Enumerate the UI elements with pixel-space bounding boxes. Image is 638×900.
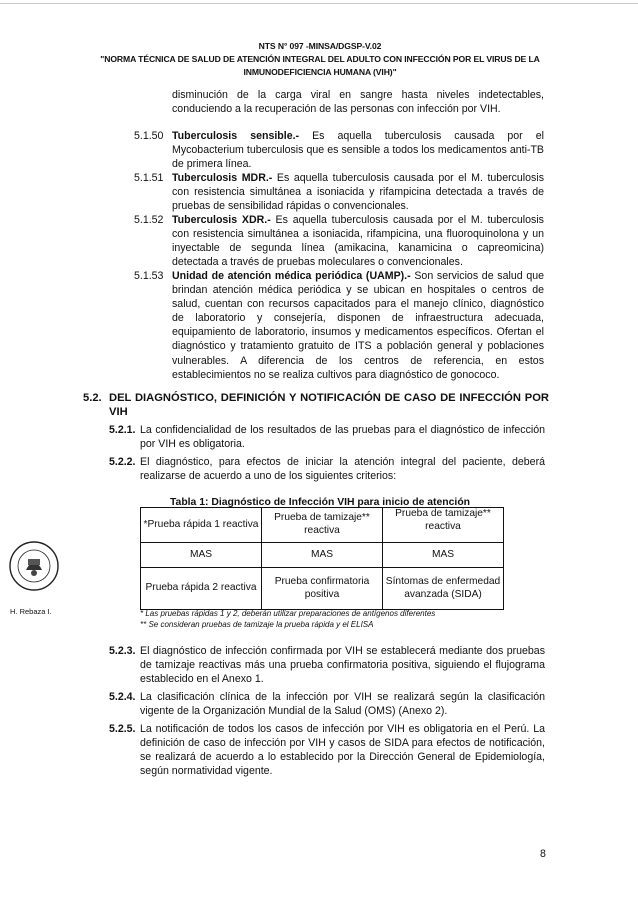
def-term: Tuberculosis sensible.- [172, 130, 300, 142]
def-number: 5.1.50 [134, 130, 164, 142]
table-cell: *Prueba rápida 1 reactiva [141, 508, 262, 543]
item-number-text: 5.2.3. [109, 645, 136, 657]
signature-name: H. Rebaza I. [10, 607, 52, 616]
section-title-line2: VIH [109, 406, 128, 418]
ministry-stamp-icon [8, 540, 60, 592]
table-cell: Prueba de tamizaje** reactiva [383, 508, 504, 543]
def-number: 5.1.52 [134, 214, 164, 226]
table-row [141, 508, 504, 543]
def-number: 5.1.53 [134, 270, 164, 282]
diagnosis-table [140, 507, 504, 610]
table-cell: MAS [141, 543, 262, 568]
item-number-text: 5.2.4. [109, 691, 136, 703]
section-number: 5.2. [83, 392, 102, 404]
table-footnote-1: * Las pruebas rápidas 1 y 2, deberán utilizar preparaciones de antígenos diferentes [140, 609, 436, 618]
item-5-2-3: El diagnóstico de infección confirmada por VIH se establecerá mediante dos pruebas de tamizaje reactivas más una prueba confirmatoria positiva, siguiendo el flujograma establecido en el Anexo 1. [140, 645, 545, 686]
section-title-line1: DEL DIAGNÓSTICO, DEFINICIÓN Y NOTIFICACIÓN DE CASO DE INFECCIÓN POR [109, 392, 549, 404]
item-number [109, 455, 136, 469]
def-tb-xdr [172, 213, 544, 269]
table-row [141, 568, 504, 610]
item-number [109, 644, 136, 658]
table-footnote-2: ** Se consideran pruebas de tamizaje la prueba rápida y el ELISA [140, 620, 374, 629]
item-number-text: 5.2.1. [109, 424, 136, 436]
intro-paragraph: disminución de la carga viral en sangre hasta niveles indetectables, conduciendo a la recuperación de las personas con infección por VIH. [172, 89, 544, 116]
def-text: Es aquella tuberculosis causada por el Mycobacterium tuberculosis que es sensible a todos los medicamentos anti-TB de primera línea. [172, 130, 544, 171]
item-number-text: 5.2.2. [109, 456, 136, 468]
def-text: Es aquella tuberculosis causada por el M. tuberculosis con resistencia simultánea a isoniacida, rifampicina, una fluoroquinolona y un inyectable de segunda línea (amikacina, kanamicina o capreomicina) detectada a través de pruebas moleculares o convencionales. [172, 214, 544, 269]
def-tb-sensible [172, 129, 544, 171]
table-cell: Prueba confirmatoria positiva [262, 568, 383, 610]
page-number: 8 [540, 848, 546, 860]
table-cell: Prueba rápida 2 reactiva [141, 568, 262, 610]
item-number [109, 690, 136, 704]
def-uamp [172, 269, 544, 382]
def-number: 5.1.51 [134, 172, 164, 184]
def-text: Son servicios de salud que brindan atención médica periódica y se ubican en hospitales o centros de salud, cuentan con recursos capacitados para el manejo clínico, diagnóstico de laboratorio y consejería, disponen de infraestructura adecuada, equipamiento de laboratorio, insumos y medicamentos específicos. Ofertan el diagnóstico y tratamiento gratuito de ITS a población general y poblaciones vulnerables. A diferencia de los centros de referencia, en estos establecimientos no se realiza cultivos para diagnóstico de gonococo. [172, 270, 544, 381]
item-number [109, 722, 136, 736]
item-5-2-4: La clasificación clínica de la infección por VIH se realizará según la clasificación vigente de la Organización Mundial de la Salud (OMS) (Anexo 2). [140, 691, 545, 718]
header-title-line2: INMUNODEFICIENCIA HUMANA (VIH)" [243, 67, 397, 77]
item-5-2-2: El diagnóstico, para efectos de iniciar la atención integral del paciente, deberá realizarse de acuerdo a uno de los siguientes criterios: [140, 456, 545, 483]
def-tb-mdr [172, 171, 544, 213]
def-term: Unidad de atención médica periódica (UAMP).- [172, 270, 411, 282]
table-cell: MAS [383, 543, 504, 568]
def-term: Tuberculosis MDR.- [172, 172, 273, 184]
def-text: Es aquella tuberculosis causada por el M. tuberculosis con resistencia simultánea a isoniacida y rifampicina detectada a través de pruebas de sensibilidad rápidas o convencionales. [172, 172, 545, 213]
header-title-line1: "NORMA TÉCNICA DE SALUD DE ATENCIÓN INTEGRAL DEL ADULTO CON INFECCIÓN POR EL VIRUS DE LA [100, 54, 540, 64]
table-cell: Prueba de tamizaje** reactiva [262, 508, 383, 543]
top-rule [0, 3, 638, 4]
table-cell: Síntomas de enfermedad avanzada (SIDA) [383, 568, 504, 610]
header-code: NTS N° 097 -MINSA/DGSP-V.02 [258, 41, 382, 51]
def-term: Tuberculosis XDR.- [172, 214, 271, 226]
table-caption: Tabla 1: Diagnóstico de Infección VIH para inicio de atención [169, 497, 471, 508]
table-row [141, 543, 504, 568]
item-number-text: 5.2.5. [109, 723, 136, 735]
item-5-2-5: La notificación de todos los casos de infección por VIH es obligatoria en el Perú. La definición de caso de infección por VIH y casos de SIDA para efectos de notificación, se realizará de acuerdo a lo establecido por la Dirección General de Epidemiología, según normatividad vigente. [140, 723, 545, 778]
table-cell: MAS [262, 543, 383, 568]
item-5-2-1: La confidencialidad de los resultados de las pruebas para el diagnóstico de infección por VIH es obligatoria. [140, 424, 545, 451]
item-number [109, 423, 136, 437]
